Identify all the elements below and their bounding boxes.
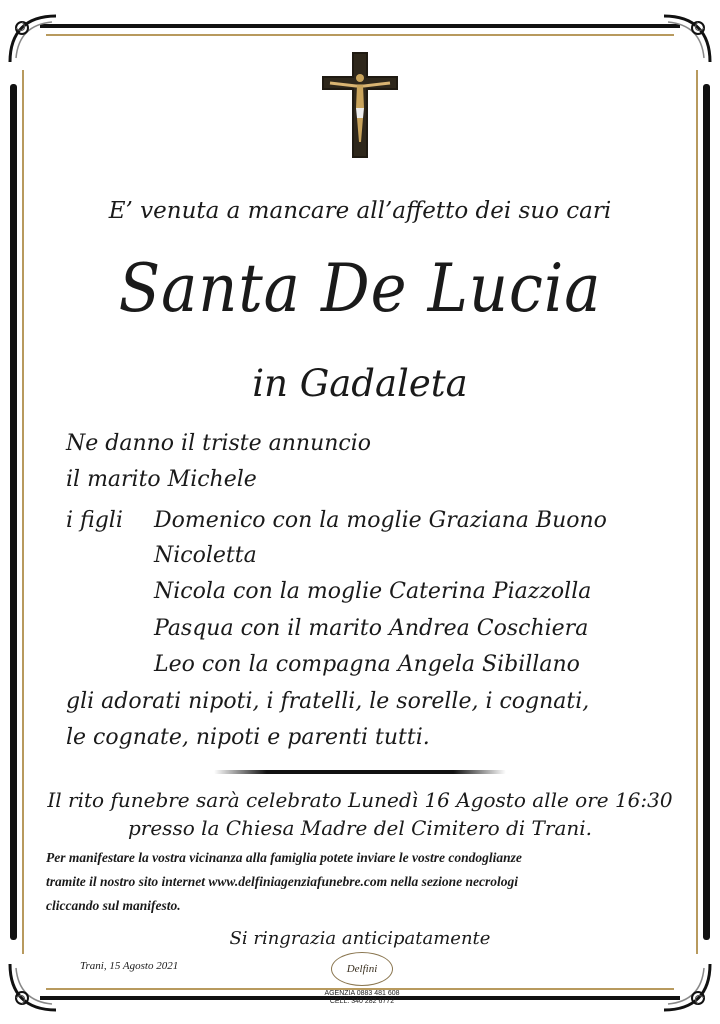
crucifix-icon — [322, 52, 398, 158]
deceased-name: Santa De Lucia — [118, 250, 602, 327]
agency-phone: AGENZIA 0883 481 608 — [324, 990, 400, 997]
announcement-line: i figli — [66, 508, 123, 533]
frame-top-black — [40, 24, 680, 28]
announcement-line: Nicola con la moglie Caterina Piazzolla — [154, 579, 592, 604]
condolences-line: cliccando sul manifesto. — [46, 898, 181, 913]
funeral-place: presso la Chiesa Madre del Cimitero di Trani. — [127, 816, 593, 840]
ornamental-corner-icon — [660, 960, 714, 1014]
logo-brand: Delfini — [346, 963, 378, 975]
married-name: in Gadaleta — [252, 362, 468, 405]
condolences-line: Per manifestare la vostra vicinanza alla famiglia potete inviare le vostre condoglianze — [46, 850, 522, 865]
ornamental-corner-icon — [660, 12, 714, 66]
thanks-text: Si ringrazia anticipatamente — [229, 928, 491, 949]
ornamental-corner-icon — [6, 12, 60, 66]
frame-top-gold — [46, 34, 674, 36]
announcement-line: Domenico con la moglie Graziana Buono — [154, 508, 607, 533]
agency-logo-oval — [331, 952, 393, 986]
announcement-line: gli adorati nipoti, i fratelli, le sorelle, i cognati, — [66, 689, 590, 714]
divider — [214, 770, 506, 774]
announcement-line: le cognate, nipoti e parenti tutti. — [66, 725, 430, 750]
intro-text: E’ venuta a mancare all’affetto dei suo cari — [108, 198, 612, 224]
cell-phone: CELL. 340 282 6772 — [329, 998, 395, 1005]
announcement-line: Pasqua con il marito Andrea Coschiera — [154, 616, 589, 641]
place-date: Trani, 15 Agosto 2021 — [80, 960, 179, 972]
announcement-line: il marito Michele — [66, 467, 257, 492]
ornamental-corner-icon — [6, 960, 60, 1014]
condolences-line: tramite il nostro sito internet www.delfiniagenziafunebre.com nella sezione necrologi — [46, 874, 519, 889]
announcement-line: Nicoletta — [154, 543, 257, 568]
announcement-line: Ne danno il triste annuncio — [66, 431, 372, 456]
agency-logo — [316, 952, 408, 1016]
funeral-time: Il rito funebre sarà celebrato Lunedì 16 Agosto alle ore 16:30 — [47, 788, 673, 812]
announcement-line: Leo con la compagna Angela Sibillano — [154, 652, 580, 677]
